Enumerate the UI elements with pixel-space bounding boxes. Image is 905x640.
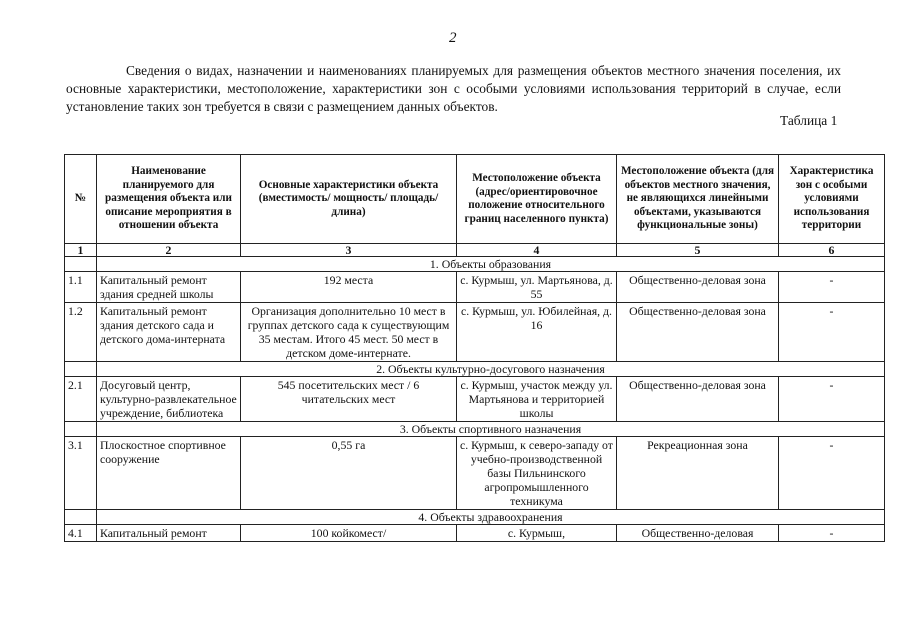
- location-cell: с. Курмыш, ул. Мартьянова, д. 55: [457, 272, 617, 303]
- table-row: [65, 303, 885, 362]
- facilities-table: [64, 154, 885, 542]
- functional-zone-cell: Рекреационная зона: [617, 437, 779, 510]
- section-spacer-cell: [65, 422, 97, 437]
- special-zone-cell: -: [779, 525, 885, 542]
- header-cell: №: [65, 155, 97, 244]
- special-zone-cell: -: [779, 303, 885, 362]
- characteristics-cell: Организация дополнительно 10 мест в группах детского сада к существующим 35 местам. Итого 45 мест. 50 мест в детском доме-интернате.: [241, 303, 457, 362]
- intro-paragraph: Сведения о видах, назначении и наименованиях планируемых для размещения объектов местного значения поселения, их основные характеристики, местоположение, характеристики зон с особыми условиями использования территорий в случае, если установление таких зон требуется в связи с размещением данных объектов.: [66, 63, 841, 114]
- header-cell: Местоположение объекта (адрес/ориентировочное положение относительного границ населенного пункта): [457, 155, 617, 244]
- table-row: [65, 377, 885, 422]
- table-row: [65, 525, 885, 542]
- functional-zone-cell: Общественно-деловая зона: [617, 377, 779, 422]
- column-number: 2: [97, 244, 241, 257]
- section-spacer-cell: [65, 257, 97, 272]
- functional-zone-cell: Общественно-деловая зона: [617, 303, 779, 362]
- location-cell: с. Курмыш, ул. Юбилейная, д. 16: [457, 303, 617, 362]
- location-cell: с. Курмыш, участок между ул. Мартьянова и территорией школы: [457, 377, 617, 422]
- characteristics-cell: 100 койкомест/: [241, 525, 457, 542]
- object-name-cell: Капитальный ремонт здания средней школы: [97, 272, 241, 303]
- section-spacer-cell: [65, 362, 97, 377]
- functional-zone-cell: Общественно-деловая зона: [617, 272, 779, 303]
- object-name-cell: Капитальный ремонт здания детского сада и детского дома-интерната: [97, 303, 241, 362]
- characteristics-cell: 545 посетительских мест / 6 читательских мест: [241, 377, 457, 422]
- header-row: [65, 155, 885, 244]
- table-caption: Таблица 1: [780, 113, 838, 128]
- section-row: [65, 422, 885, 437]
- row-number-cell: 4.1: [65, 525, 97, 542]
- special-zone-cell: -: [779, 437, 885, 510]
- page-number: 2: [449, 30, 457, 46]
- functional-zone-cell: Общественно-деловая: [617, 525, 779, 542]
- row-number-cell: 3.1: [65, 437, 97, 510]
- header-cell: Наименование планируемого для размещения объекта или описание мероприятия в отношении объекта: [97, 155, 241, 244]
- section-row: [65, 510, 885, 525]
- special-zone-cell: -: [779, 272, 885, 303]
- characteristics-cell: 0,55 га: [241, 437, 457, 510]
- column-number: 3: [241, 244, 457, 257]
- section-title: 2. Объекты культурно-досугового назначения: [97, 362, 885, 377]
- section-spacer-cell: [65, 510, 97, 525]
- header-cell: Местоположение объекта (для объектов местного значения, не являющихся линейными объектами, указываются функциональные зоны): [617, 155, 779, 244]
- row-number-cell: 1.2: [65, 303, 97, 362]
- characteristics-cell: 192 места: [241, 272, 457, 303]
- row-number-cell: 2.1: [65, 377, 97, 422]
- object-name-cell: Плоскостное спортивное сооружение: [97, 437, 241, 510]
- object-name-cell: Досуговый центр, культурно-развлекательное учреждение, библиотека: [97, 377, 241, 422]
- table-row: [65, 272, 885, 303]
- column-number: 4: [457, 244, 617, 257]
- table-row: [65, 437, 885, 510]
- object-name-cell: Капитальный ремонт: [97, 525, 241, 542]
- section-title: 1. Объекты образования: [97, 257, 885, 272]
- column-number: 6: [779, 244, 885, 257]
- location-cell: с. Курмыш, к северо-западу от учебно-производственной базы Пильнинского агропромышленного техникума: [457, 437, 617, 510]
- column-number: 1: [65, 244, 97, 257]
- column-number-row: [65, 244, 885, 257]
- header-cell: Основные характеристики объекта (вместимость/ мощность/ площадь/ длина): [241, 155, 457, 244]
- row-number-cell: 1.1: [65, 272, 97, 303]
- section-row: [65, 257, 885, 272]
- section-title: 4. Объекты здравоохранения: [97, 510, 885, 525]
- location-cell: с. Курмыш,: [457, 525, 617, 542]
- section-row: [65, 362, 885, 377]
- section-title: 3. Объекты спортивного назначения: [97, 422, 885, 437]
- special-zone-cell: -: [779, 377, 885, 422]
- header-cell: Характеристика зон с особыми условиями использования территории: [779, 155, 885, 244]
- column-number: 5: [617, 244, 779, 257]
